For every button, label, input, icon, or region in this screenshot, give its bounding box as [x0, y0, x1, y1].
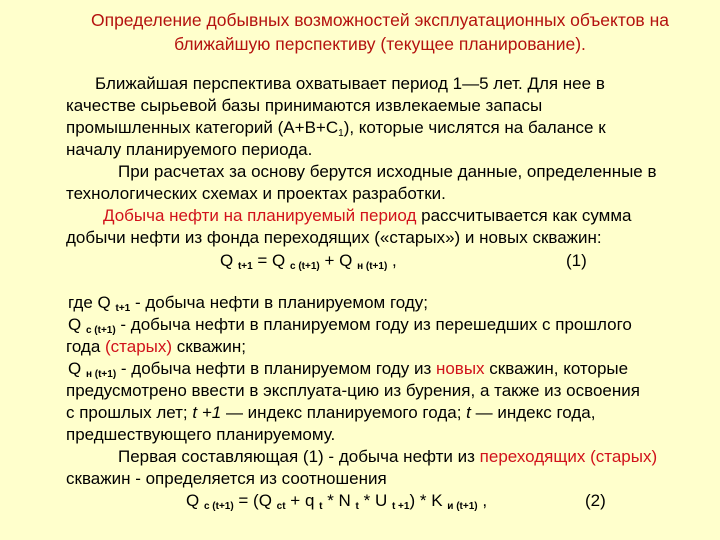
highlight-text: (старых) [105, 337, 173, 356]
where-line-2: Q $_{с (t+1)}$ - добыча нефти в планируемом году из перешедших с прошлого [68, 315, 632, 336]
where-line-2b: года (старых) скважин; [66, 337, 246, 356]
slide-title [70, 8, 690, 56]
subscript: 1 [338, 128, 344, 139]
highlight-text: Добыча нефти на планируемый период [103, 206, 417, 225]
paragraph-4-line-2: скважин - определяется из соотношения [66, 469, 387, 488]
where-line-4: предусмотрено ввести в эксплуата-цию из бурения, а также из освоения [66, 381, 640, 400]
title-line-2: ближайшую перспективу (текущее планирование). [174, 34, 586, 54]
equation-1: Q $_{t+1}$ = Q $_{с (t+1)}$ + Q $_{н (t+1)}$ , [220, 251, 397, 272]
where-line-6: предшествующего планируемому. [66, 425, 336, 444]
title-line-1: Определение добывных возможностей эксплуатационных объектов на [90, 10, 669, 30]
where-line-1: где Q $_{t+1}$ - добыча нефти в планируемом году; [68, 293, 429, 314]
paragraph-1-line-3: промышленных категорий (А+В+С1), которые числятся на балансе к [66, 118, 606, 139]
equation-2: Q $_{с (t+1)}$ = (Q $_{ct}$ + q $_t$ * N $_t$ * U $_{t +1}$) * K $_{и (t+1)}$ , [186, 491, 488, 512]
paragraph-3-line-1: Добыча нефти на планируемый период рассчитывается как сумма [103, 206, 632, 225]
paragraph-2-line-2: технологических схемах и проектах разработки. [66, 184, 446, 203]
where-line-5: с прошлых лет; t +1 — индекс планируемого года; t — индекс года, [66, 403, 596, 422]
paragraph-4-line-1: Первая составляющая (1) - добыча нефти из переходящих (старых) [118, 447, 658, 466]
highlight-text: новых [435, 359, 485, 378]
equation-1-number: (1) [566, 251, 587, 270]
highlight-text: переходящих (старых) [479, 447, 658, 466]
equation-2-number: (2) [585, 491, 606, 510]
paragraph-1-line-4: началу планируемого периода. [66, 140, 313, 159]
paragraph-3-line-2: добычи нефти из фонда переходящих («старых») и новых скважин: [66, 228, 602, 247]
paragraph-1-line-1: Ближайшая перспектива охватывает период 1—5 лет. Для нее в [95, 74, 605, 93]
where-line-3: Q $_{н (t+1)}$ - добыча нефти в планируемом году из новых скважин, которые [68, 359, 629, 380]
paragraph-2-line-1: При расчетах за основу берутся исходные данные, определенные в [118, 162, 657, 181]
paragraph-1-line-2: качестве сырьевой базы принимаются извлекаемые запасы [66, 96, 543, 115]
